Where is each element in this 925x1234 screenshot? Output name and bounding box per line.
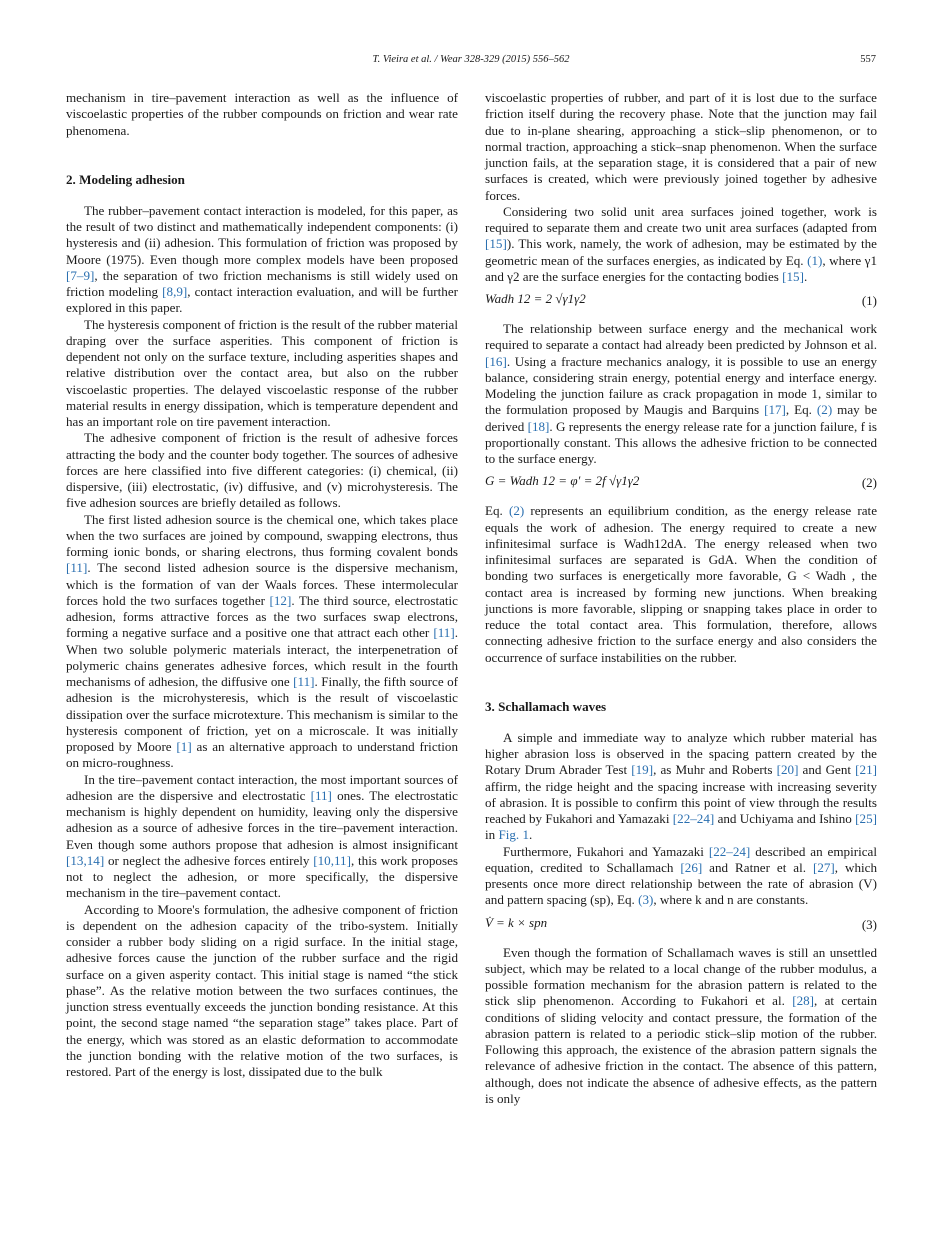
citation-link[interactable]: [25] [855, 811, 877, 826]
citation-link[interactable]: [19] [631, 762, 654, 778]
paragraph: A simple and immediate way to analyze which rubber material has higher abrasion loss is observed in the spacing pattern created by the Rotary Drum Abrader Test [19], as Muhr and Roberts [20] and Gent [21] affirm, the ridge height and the spacing increase with increasing severity of abrasion. It is possible to confirm this point of view through the results reached by Fukahori and Yamazaki [22–24] and Uchiyama and Ishino [25] in Fig. 1. [485, 729, 877, 843]
equation-text: G = Wadh 12 = φ′ = 2f √γ1γ2 [485, 473, 640, 489]
citation-link[interactable]: [20] [776, 762, 799, 778]
citation-link[interactable]: [15] [782, 268, 804, 284]
figure-link[interactable]: Fig. 1 [498, 827, 530, 843]
citation-link[interactable]: [16] [485, 353, 507, 369]
paragraph: Eq. (2) represents an equilibrium condition, as the energy release rate equals the work of adhesion. The energy required to create a new infinitesimal surface is Wadh12dA. The energy released when two infinitesimal surfaces are separated is GdA. When the condition of bonding two surfaces is energetically more favorable, G < Wadh , the contact area is increased by forming new junctions. When breaking junctions is more favorable, slipping or snapping takes place in order to reduce the total contact area. This formulation, therefore, allows connecting adhesive friction to the surface energy and also considers the occurrence of surface instabilities on the rubber. [485, 503, 878, 665]
citation-link[interactable]: [8,9] [162, 284, 188, 299]
paragraph: According to Moore's formulation, the adhesive component of friction is dependent on the adhesion capacity of the tribo-system. Initially consider a rubber body sliding on a rigid surface. In the initial stage, adhesive forces cause the junction of the rubber surface and the rigid surface on a given asperity contact. This initial stage is named “the stick phase”. As the relative motion between the two surfaces continues, the junction stress eventually exceeds the junction bonding resistance. At this point, the second stage named “the separation stage” takes place. Part of the energy, which was stored as an elastic deformation to accommodate the junction bonding with the relative motion of the two surfaces, is restored. Part of the energy is lost, dissipated due to the bulk [66, 901, 458, 1079]
paragraph: Even though the formation of Schallamach waves is still an unsettled subject, which may be related to a local change of the rubber modulus, a possible formation mechanism for the abrasion pattern is related to the stick slip phenomenon. According to Fukahori et al. [28], at certain conditions of sliding velocity and contact pressure, the formation of the abrasion pattern is related to a periodic stick–slip motion of the rubber. Following this approach, the existence of the abrasion pattern signals the relevance of adhesive friction in the contact. The absence of this pattern, although, does not indicate the absence of adhesive effects, as the pattern is only [485, 944, 877, 1106]
section-3-heading: 3. Schallamach waves [485, 698, 607, 714]
citation-link[interactable]: [15] [485, 236, 507, 252]
paragraph: Furthermore, Fukahori and Yamazaki [22–24] described an empirical equation, credited to Schallamach [26] and Ratner et al. [27], which presents once more direct relationship between the rate of abrasion (V) and pattern spacing (sp), Eq. (3), where k and n are constants. [485, 843, 878, 908]
running-header [66, 54, 876, 72]
citation-link[interactable]: [10,11] [313, 852, 351, 868]
equation-3 [485, 915, 877, 935]
equation-number: (1) [861, 293, 877, 308]
citation-link[interactable]: [11] [310, 787, 332, 803]
equation-link[interactable]: (2) [508, 503, 525, 519]
paragraph: Considering two solid unit area surfaces joined together, work is required to separate them and create two unit area surfaces (adapted from [15]). This work, namely, the work of adhesion, may be estimated by the geometric mean of the surfaces energies, as indicated by Eq. (1), where γ1 and γ2 are the surface energies for the contacting bodies [15]. [485, 203, 877, 284]
citation-link[interactable]: [11] [66, 560, 88, 576]
paragraph: viscoelastic properties of rubber, and part of it is lost due to the surface friction itself during the recovery phase. Note that the junction may fail due to in-plane shearing, approaching a stick–slip phenomenon, or to normal traction, approaching a stick–snap phenomenon. When the surface junction fails, at the separation stage, it is considered that a pair of new surfaces is created, which were previously joined together by adhesive forces. [485, 90, 877, 203]
journal-citation: T. Vieira et al. / Wear 328-329 (2015) 556–562 [372, 54, 570, 65]
citation-link[interactable]: [18] [527, 418, 550, 434]
citation-link[interactable]: [7–9] [66, 267, 95, 283]
section-2-heading: 2. Modeling adhesion [66, 171, 185, 187]
equation-number: (3) [861, 916, 877, 932]
paragraph: The rubber–pavement contact interaction is modeled, for this paper, as the result of two distinct and mathematically independent components: (i) hysteresis and (ii) adhesion. This formulation of friction was proposed by Moore (1975). Even though more complex models have been proposed [7–9], the separation of two friction mechanisms is still widely used on friction modeling [8,9], contact interaction evaluation, and will be further explored in this paper. [66, 202, 458, 316]
citation-link[interactable]: [12] [269, 592, 292, 608]
citation-link[interactable]: [22–24] [672, 811, 715, 826]
citation-link[interactable]: [21] [855, 762, 877, 778]
equation-1 [485, 291, 877, 311]
equation-text: Wadh 12 = 2 √γ1γ2 [485, 291, 586, 306]
paragraph: In the tire–pavement contact interaction, the most important sources of adhesion are the dispersive and electrostatic [11] ones. The electrostatic mechanism is highly dependent on humidity, leaving only the dispersive adhesion as a source of adhesive forces in the tire–pavement interaction. Even though some authors propose that adhesion is almost insignificant [13,14] or neglect the adhesive forces entirely [10,11], this work proposes not to neglect the adhesion, or more specifically, the dispersive mechanism in the tire–pavement contact. [66, 771, 458, 901]
citation-link[interactable]: [22–24] [708, 843, 751, 859]
equation-2 [485, 473, 877, 493]
paragraph: The adhesive component of friction is the result of adhesive forces attracting the body and the counter body together. The sources of adhesive forces are here classified into five different categories: (i) chemical, (ii) dispersive, (iii) electrostatic, (iv) diffusive, and (v) microhysteresis. The five adhesion sources are briefly detailed as follows. [66, 430, 458, 511]
paragraph: The first listed adhesion source is the chemical one, which takes place when the two surfaces are joined by compound, swapping electrons, thus forming ionic bonds, or sharing electrons, thus forming covalent bonds [11]. The second listed adhesion source is the dispersive mechanism, which is the formation of van der Waals forces. These intermolecular forces hold the two surfaces together [12]. The third source, electrostatic adhesion, forms attractive forces as the two surfaces swap electrons, forming a negative surface and a positive one that attract each other [11]. When two soluble polymeric materials interact, the interpenetration of polymeric chains generates adhesive forces, which result in the fourth mechanisms of adhesion, the diffusive one [11]. Finally, the fifth source of adhesion is the microhysteresis, which is the result of viscoelastic dissipation over the surface microtexture. This mechanism is similar to the hysteresis component of friction, yet on a microscale. It was initially proposed by Moore [1] as an alternative approach to understand friction on micro-roughness. [66, 511, 459, 771]
citation-link[interactable]: [28] [792, 993, 815, 1009]
citation-link[interactable]: [27] [812, 859, 835, 875]
citation-link[interactable]: [1] [176, 739, 192, 754]
equation-number: (2) [861, 475, 877, 491]
right-column [485, 90, 877, 1107]
page-number: 557 [860, 54, 876, 65]
equation-text: V̇ = k × spn [485, 914, 548, 930]
paragraph: The relationship between surface energy and the mechanical work required to separate a contact had already been predicted by Johnson et al. [16]. Using a fracture mechanics analogy, it is possible to use an energy balance, considering strain energy, potential energy and interface energy. Modeling the junction failure as crack propagation in mode 1, similar to the formulation proposed by Maugis and Barquins [17], Eq. (2) may be derived [18]. G represents the energy release rate for a junction failure, f is proportionally constant. This allows the adhesive friction to be connected to the surface energy. [485, 321, 878, 466]
citation-link[interactable]: [13,14] [66, 852, 105, 868]
left-column [66, 90, 458, 1080]
paragraph: The hysteresis component of friction is the result of the rubber material draping over the surface asperities. This component of friction is dependent not only on the surface texture, including asperities shapes and relative distribution over the contact area, but also on the rubber viscoelastic properties. The delayed viscoelastic response of the rubber material results in energy dissipation, which is temperature dependent and has an important role on tire pavement interaction. [66, 316, 458, 429]
citation-link[interactable]: [11] [293, 674, 315, 689]
paragraph: mechanism in tire–pavement interaction as well as the influence of viscoelastic properties of the rubber compounds on friction and wear rate phenomena. [66, 90, 458, 138]
equation-link[interactable]: (1) [807, 252, 823, 268]
equation-link[interactable]: (2) [816, 402, 833, 418]
citation-link[interactable]: [11] [433, 625, 455, 641]
citation-link[interactable]: [17] [764, 402, 786, 418]
equation-link[interactable]: (3) [638, 892, 654, 908]
citation-link[interactable]: [26] [680, 859, 703, 875]
